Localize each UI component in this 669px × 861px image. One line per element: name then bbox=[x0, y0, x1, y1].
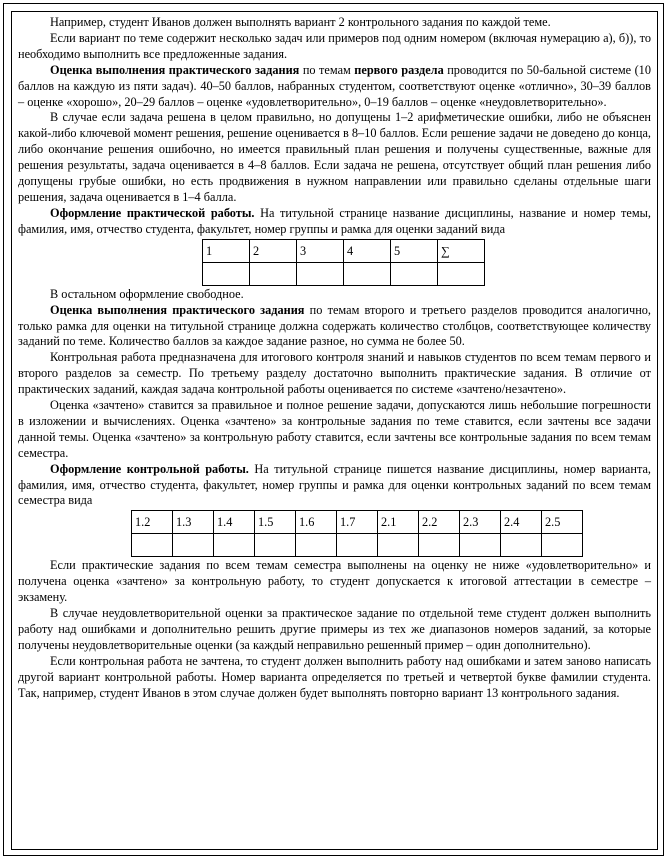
table-header-row bbox=[203, 239, 485, 262]
paragraph-grading-sections23 bbox=[18, 303, 651, 351]
paragraph-scoring-details: В случае если задача решена в целом правильно, но допущены 1–2 арифметические ошибки, либо не объяснен какой-либо ключевой момент решения, решение оценивается в 8–10 баллов. Если решение задачи не доведено до конца, либо окончание решения ошибочно, но имеется правильный план решения и получены существенные, важные для решения результаты, задача оценивается в 4–8 баллов. Если задача не решена, отсутствует общий план решения либо допущены грубые ошибки, но есть продвижения в нужном направлении или правильно сделаны отдельные шаги решения, задача оценивается в 1–4 балла. bbox=[18, 110, 651, 204]
table-cell bbox=[542, 534, 583, 557]
bold-heading: Оформление контрольной работы. bbox=[50, 461, 249, 476]
table-header-cell: 2.2 bbox=[419, 511, 460, 534]
table-header-cell: 3 bbox=[297, 239, 344, 262]
table-header-cell: 2.3 bbox=[460, 511, 501, 534]
text-span: проводится по 50-бальной системе (10 баллов на каждую из пяти задач). 40–50 баллов, набранных студентом, соответствуют оценке «отлично», 30–39 баллов – оценке «хорошо», 20–29 баллов – оценке «удовлетворительно», 0–19 баллов – оценке «неудовлетворительно». bbox=[18, 62, 651, 109]
table-cell bbox=[460, 534, 501, 557]
control-score-table bbox=[131, 510, 583, 557]
table-header-cell: 5 bbox=[391, 239, 438, 262]
table-cell bbox=[344, 262, 391, 285]
paragraph-error-correction: В случае неудовлетворительной оценки за практическое задание по отдельной теме студент должен выполнить работу над ошибками и дополнительно решить другие примеры из тех же диапазонов номеров заданий, за которые получены неудовлетворительные оценки (за каждый неправильно решенный пример – один дополнительно). bbox=[18, 606, 651, 652]
table-header-cell: 2 bbox=[250, 239, 297, 262]
paragraph-practical-format bbox=[18, 206, 651, 238]
table-header-cell: 2.4 bbox=[501, 511, 542, 534]
table-cell bbox=[132, 534, 173, 557]
table-cell bbox=[250, 262, 297, 285]
table-cell bbox=[297, 262, 344, 285]
paragraph-control-format bbox=[18, 462, 651, 510]
table-cell bbox=[378, 534, 419, 557]
paragraph-pass-criteria: Оценка «зачтено» ставится за правильное и полное решение задачи, допускаются лишь небольшие погрешности в изложении и вычислениях. Оценка «зачтено» за контрольные задания по теме ставится, если зачтены все задачи данной темы. Оценка «зачтено» за контрольную работу ставится, если зачтены все контрольные задания по всем темам семестра. bbox=[18, 398, 651, 460]
table-empty-row bbox=[203, 262, 485, 285]
table-cell bbox=[438, 262, 485, 285]
paragraph-multiple-tasks: Если вариант по теме содержит несколько задач или примеров под одним номером (включая нумерацию а), б)), то необходимо выполнить все предложенные задания. bbox=[18, 30, 651, 61]
text-span: На титульной странице пишется название дисциплины, номер варианта, фамилия, имя, отчество студента, факультет, номер группы и рамка для оценки контрольных заданий по всем темам семестра вида bbox=[18, 461, 652, 508]
bold-term: первого раздела bbox=[354, 62, 444, 77]
table-header-cell: 1.5 bbox=[255, 511, 296, 534]
table-header-cell: 1.4 bbox=[214, 511, 255, 534]
bold-heading: Оценка выполнения практического задания bbox=[50, 302, 305, 317]
table-header-cell: 2.5 bbox=[542, 511, 583, 534]
table-cell bbox=[419, 534, 460, 557]
table-header-cell: 1.7 bbox=[337, 511, 378, 534]
table-cell bbox=[337, 534, 378, 557]
table-header-cell: 1.3 bbox=[173, 511, 214, 534]
bold-heading: Оценка выполнения практического задания bbox=[50, 62, 300, 77]
paragraph-control-work: Контрольная работа предназначена для итогового контроля знаний и навыков студентов по всем темам первого и второго разделов за семестр. По третьему разделу достаточно выполнить практические задания. В отличие от практических заданий, каждая задача контрольной работы оценивается по системе «зачтено/незачтено». bbox=[18, 350, 651, 397]
paragraph-free-format: В остальном оформление свободное. bbox=[50, 286, 244, 301]
practical-score-table bbox=[202, 239, 485, 286]
paragraph-grading-section1 bbox=[18, 63, 651, 111]
table-cell bbox=[296, 534, 337, 557]
table-cell bbox=[255, 534, 296, 557]
text-span: по темам второго и третьего разделов проводится аналогично, только рамка для оценки на титульной странице должна содержать количество столбцов, соответствующее количеству заданий по теме. Количество баллов за каждое задание разное, но сумма не более 50. bbox=[18, 302, 652, 349]
outer-frame bbox=[3, 3, 664, 856]
table-cell bbox=[214, 534, 255, 557]
table-cell bbox=[203, 262, 250, 285]
table-header-cell: 2.1 bbox=[378, 511, 419, 534]
paragraph-exam-admission: Если практические задания по всем темам семестра выполнены на оценку не ниже «удовлетворительно» и получена оценка «зачтено» за контрольную работу, то студент допускается к итоговой аттестации в семестре – экзамену. bbox=[18, 558, 651, 605]
table-cell bbox=[391, 262, 438, 285]
document-text-box bbox=[11, 11, 658, 850]
table-header-cell: 4 bbox=[344, 239, 391, 262]
text-span: по темам bbox=[299, 62, 355, 77]
table-cell bbox=[501, 534, 542, 557]
table-header-row bbox=[132, 511, 583, 534]
paragraph-example: Например, студент Иванов должен выполнять вариант 2 контрольного задания по каждой теме. bbox=[50, 15, 551, 29]
paragraph-retake: Если контрольная работа не зачтена, то студент должен выполнить работу над ошибками и затем заново написать другой вариант контрольной работы. Номер варианта определяется по третьей и четвертой букве фамилии студента. Так, например, студент Иванов в этом случае должен будет выполнять повторно вариант 13 контрольного задания. bbox=[18, 653, 651, 700]
table-cell bbox=[173, 534, 214, 557]
table-header-cell: 1.2 bbox=[132, 511, 173, 534]
table-header-cell-sum: ∑ bbox=[438, 239, 485, 262]
bold-heading: Оформление практической работы. bbox=[50, 205, 255, 220]
table-header-cell: 1 bbox=[203, 239, 250, 262]
table-header-cell: 1.6 bbox=[296, 511, 337, 534]
text-span: На титульной странице название дисциплины, название и номер темы, фамилия, имя, отчество студента, факультет, номер группы и рамка для оценки заданий вида bbox=[18, 205, 651, 236]
table-empty-row bbox=[132, 534, 583, 557]
